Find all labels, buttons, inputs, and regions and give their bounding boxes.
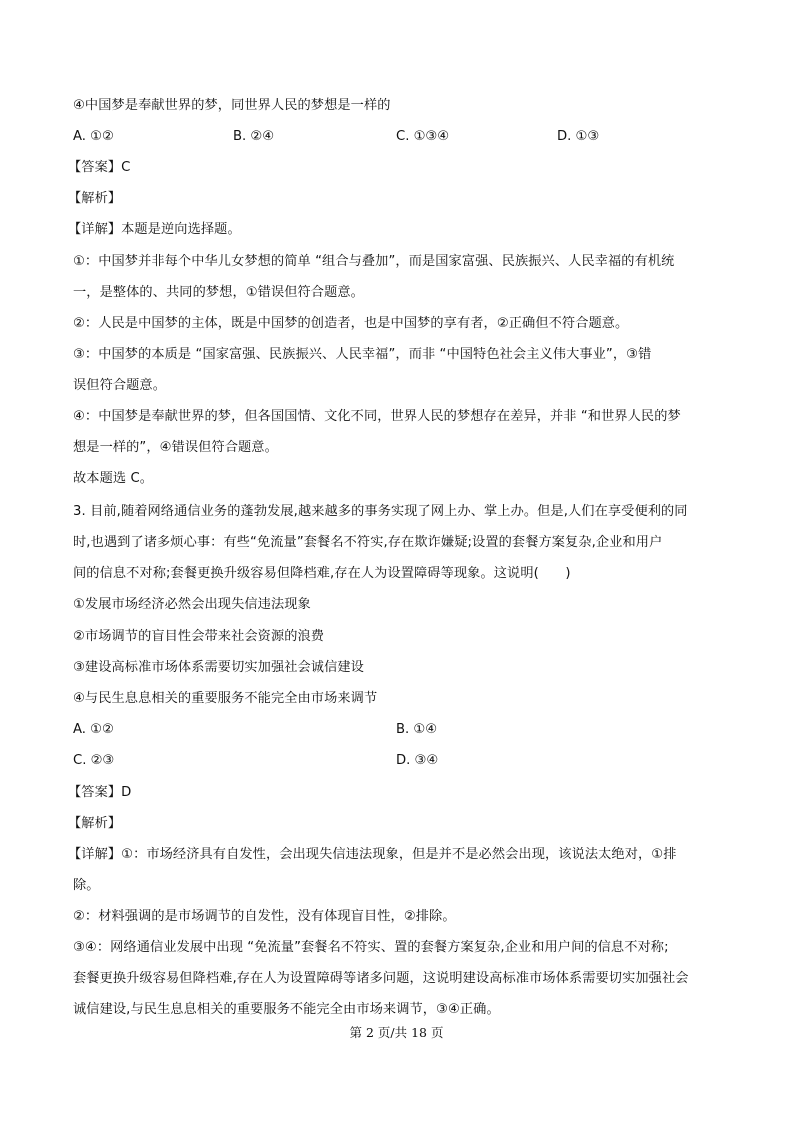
q2-conclusion: 故本题选 C。 bbox=[73, 471, 154, 486]
q3-detail-1-line-1: 【详解】①：市场经济具有自发性，会出现失信违法现象，但是并不是必然会出现，该说法太绝对，①排 bbox=[68, 847, 677, 862]
q3-stem-line-3: 间的信息不对称;套餐更换升级容易但降档难,存在人为设置障碍等现象。这说明( ) bbox=[73, 566, 571, 581]
q3-stem-line-2: 时,也遇到了诸多烦心事：有些“免流量”套餐名不符实,存在欺诈嫌疑;设置的套餐方案复杂,企业和用户 bbox=[73, 535, 663, 550]
q2-explain-1-line-2: 一，是整体的、共同的梦想，①错误但符合题意。 bbox=[73, 285, 364, 300]
q3-detail-2: ②：材料强调的是市场调节的自发性，没有体现盲目性，②排除。 bbox=[73, 909, 456, 924]
q2-answer: 【答案】C bbox=[68, 160, 131, 175]
q3-answer: 【答案】D bbox=[68, 785, 132, 800]
q2-explain-3-line-1: ③：中国梦的本质是 “国家富强、民族振兴、人民幸福”，而非 “中国特色社会主义伟大事业”，③错 bbox=[73, 347, 652, 362]
q3-item-3: ③建设高标准市场体系需要切实加强社会诚信建设 bbox=[73, 660, 364, 675]
q3-item-1: ①发展市场经济必然会出现失信违法现象 bbox=[73, 597, 311, 612]
q2-explain-2: ②：人民是中国梦的主体，既是中国梦的创造者，也是中国梦的享有者，②正确但不符合题意。 bbox=[73, 316, 629, 331]
q3-detail-3-line-2: 套餐更换升级容易但降档难,存在人为设置障碍等诸多问题，这说明建设高标准市场体系需要切实加强社会 bbox=[73, 971, 689, 986]
q3-item-4: ④与民生息息相关的重要服务不能完全由市场来调节 bbox=[73, 691, 378, 706]
q2-explain-4-line-1: ④：中国梦是奉献世界的梦，但各国国情、文化不同，世界人民的梦想存在差异，并非 “和世界人民的梦 bbox=[73, 409, 681, 424]
q3-option-d: D. ③④ bbox=[396, 753, 439, 768]
q2-detail: 【详解】本题是逆向选择题。 bbox=[68, 222, 241, 237]
q3-option-c: C. ②③ bbox=[73, 753, 115, 768]
q3-option-b: B. ①④ bbox=[396, 722, 438, 737]
q3-detail-3-line-3: 诚信建设,与民生息息相关的重要服务不能完全由市场来调节，③④正确。 bbox=[73, 1002, 500, 1017]
q2-option-b: B. ②④ bbox=[233, 129, 275, 144]
q3-analysis-tag: 【解析】 bbox=[68, 816, 122, 831]
q2-explain-3-line-2: 误但符合题意。 bbox=[73, 378, 167, 393]
q3-item-2: ②市场调节的盲目性会带来社会资源的浪费 bbox=[73, 629, 325, 644]
q3-detail-1-line-2: 除。 bbox=[73, 878, 100, 893]
q2-option-a: A. ①② bbox=[73, 129, 114, 144]
q2-explain-1-line-1: ①：中国梦并非每个中华儿女梦想的简单 “组合与叠加”，而是国家富强、民族振兴、人民幸福的有机统 bbox=[73, 254, 675, 269]
q3-option-a: A. ①② bbox=[73, 722, 114, 737]
q2-option-c: C. ①③④ bbox=[396, 129, 450, 144]
q2-item-4: ④中国梦是奉献世界的梦，同世界人民的梦想是一样的 bbox=[73, 98, 391, 113]
q2-analysis-tag: 【解析】 bbox=[68, 191, 122, 206]
q3-detail-3-line-1: ③④：网络通信业发展中出现 “免流量”套餐名不符实、置的套餐方案复杂,企业和用户间的信息不对称; bbox=[73, 940, 669, 955]
q2-option-d: D. ①③ bbox=[557, 129, 600, 144]
q3-stem-line-1: 3. 目前,随着网络通信业务的蓬勃发展,越来越多的事务实现了网上办、掌上办。但是,人们在享受便利的同 bbox=[73, 504, 688, 519]
page-number-footer: 第 2 页/共 18 页 bbox=[349, 1025, 444, 1040]
q2-explain-4-line-2: 想是一样的”，④错误但符合题意。 bbox=[73, 440, 278, 455]
